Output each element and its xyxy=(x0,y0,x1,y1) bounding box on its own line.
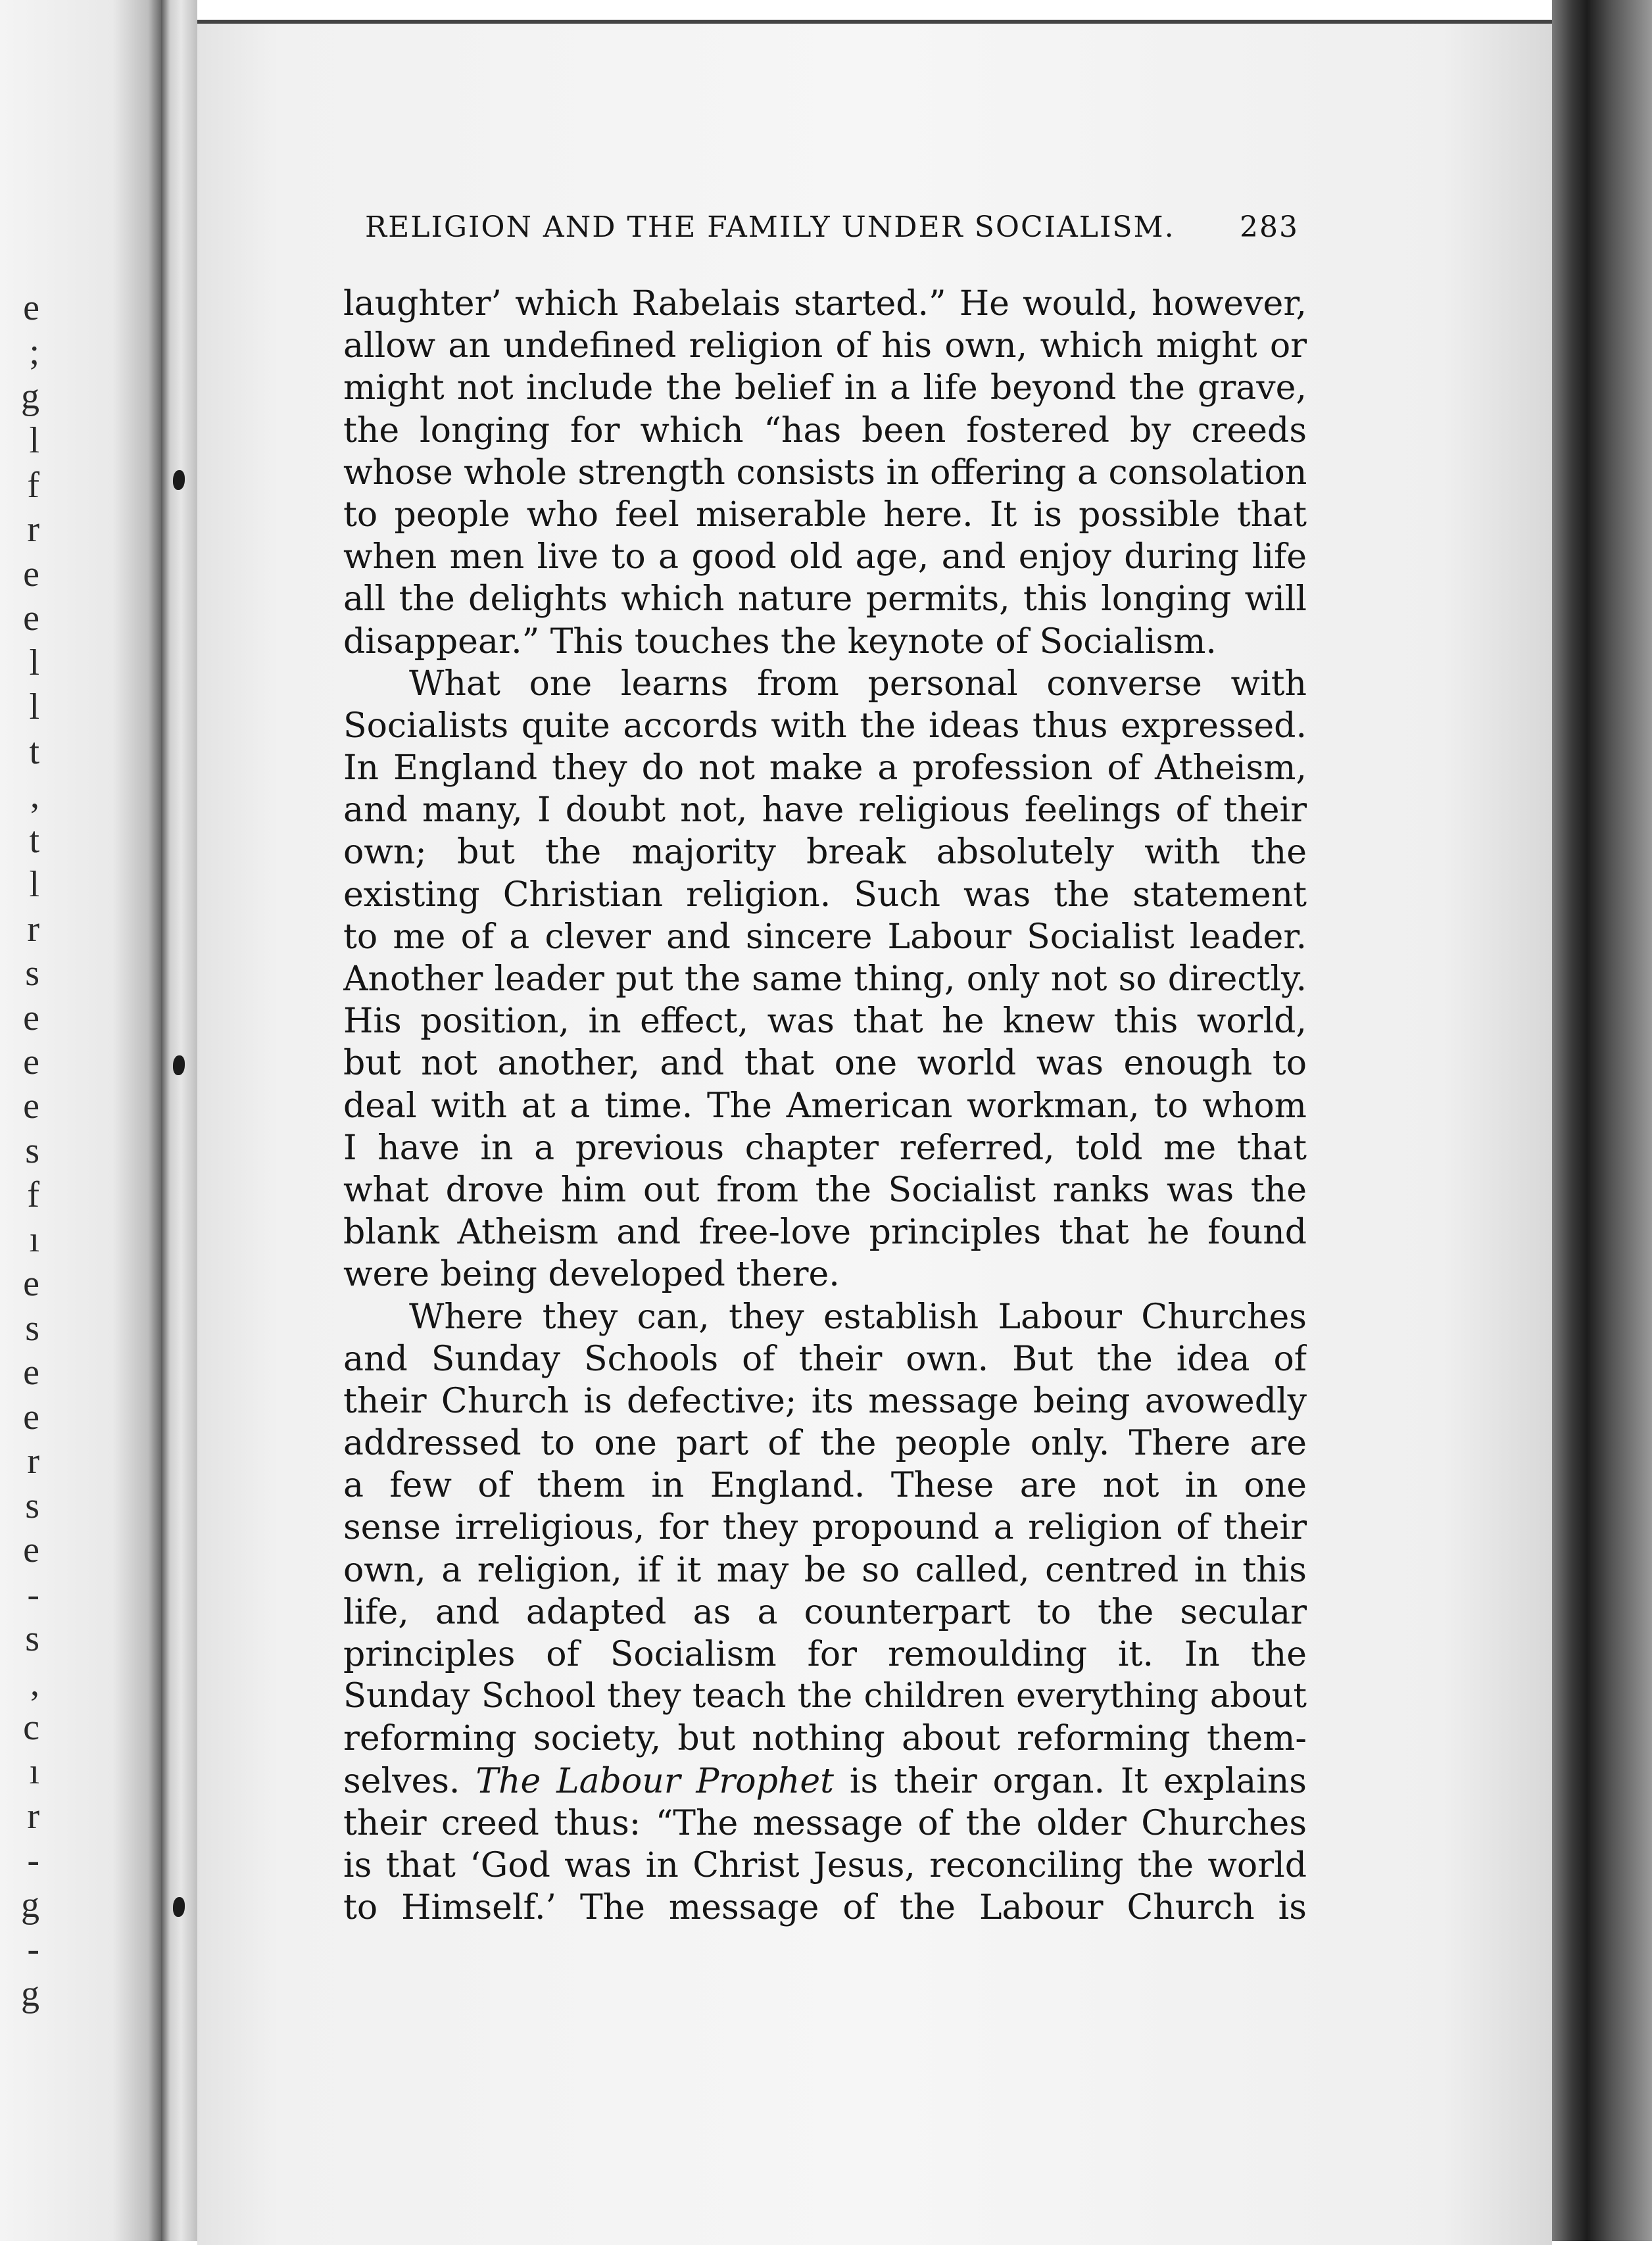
text-line: to people who feel miserable here. It is possible that xyxy=(343,495,1307,535)
left-page-char: r xyxy=(27,509,39,550)
text-line: own, a religion, if it may be so called, centred in this xyxy=(343,1550,1307,1590)
left-page-char: e xyxy=(23,1396,39,1437)
text-line: a few of them in England. These are not in one xyxy=(343,1466,1307,1506)
left-page-edge xyxy=(0,0,161,2241)
left-page-char: l xyxy=(29,687,39,728)
left-page-char: s xyxy=(25,1307,39,1349)
left-page-char: g xyxy=(21,1973,39,2014)
text-line: His position, in effect, was that he knew this world, xyxy=(343,1002,1307,1042)
left-page-char: s xyxy=(25,1485,39,1526)
text-line: Socialists quite accords with the ideas thus expressed. xyxy=(343,706,1307,746)
text-line: and Sunday Schools of their own. But the idea of xyxy=(343,1339,1307,1379)
left-page-char: s xyxy=(25,953,39,994)
left-page-cut-text xyxy=(0,289,39,2012)
text-line: their Church is defective; its message being avowedly xyxy=(343,1381,1307,1421)
text-line: might not include the belief in a life beyond the grave, xyxy=(343,368,1307,408)
left-page-char: e xyxy=(23,598,39,639)
text-line: principles of Socialism for remoulding it. In the xyxy=(343,1635,1307,1674)
text-line: were being developed there. xyxy=(343,1255,840,1295)
text-line: and many, I doubt not, have religious feelings of their xyxy=(343,790,1307,831)
left-page-char: ; xyxy=(29,331,39,373)
left-page-char: r xyxy=(27,908,39,950)
left-page-char: e xyxy=(23,1352,39,1393)
text-line: Sunday School they teach the children everything about xyxy=(343,1677,1307,1716)
text-line: Where they can, they establish Labour Churches xyxy=(409,1297,1307,1337)
binding-stitch-mark xyxy=(173,470,185,490)
binding-stitch-mark xyxy=(173,1897,185,1917)
text-line: what drove him out from the Socialist ranks was the xyxy=(343,1170,1307,1210)
text-line: Another leader put the same thing, only not so directly. xyxy=(343,959,1307,999)
text-line: addressed to one part of the people only. There are xyxy=(343,1424,1307,1464)
left-page-char: e xyxy=(23,997,39,1038)
book-gutter xyxy=(161,0,197,2241)
left-page-char: c xyxy=(23,1707,39,1748)
text-line: their creed thus: “The message of the older Churches xyxy=(343,1803,1307,1843)
text-line: existing Christian religion. Such was the statement xyxy=(343,875,1307,915)
page-number: 283 xyxy=(1240,210,1299,244)
left-page-char: , xyxy=(30,775,39,817)
text-line: to me of a clever and sincere Labour Socialist leader. xyxy=(343,917,1307,957)
text-run: is their organ. It explains xyxy=(834,1761,1307,1801)
left-page-char: ı xyxy=(29,1751,39,1793)
binding-stitch-mark xyxy=(173,1055,185,1075)
left-page-char: e xyxy=(23,1041,39,1082)
text-line: allow an undefined religion of his own, which might or xyxy=(343,326,1307,366)
left-page-char: e xyxy=(23,1263,39,1305)
left-page-char: l xyxy=(29,420,39,462)
left-page-char: - xyxy=(27,1574,39,1615)
left-page-char: ı xyxy=(29,1219,39,1260)
left-page-char: s xyxy=(25,1618,39,1660)
text-run: selves. xyxy=(343,1761,476,1801)
text-line: reforming society, but nothing about reforming them- xyxy=(343,1719,1307,1759)
left-page-char: e xyxy=(23,1530,39,1571)
left-page-char: g xyxy=(21,375,39,417)
right-page-edge xyxy=(1552,0,1652,2241)
left-page-char: g xyxy=(21,1884,39,1925)
left-page-char: l xyxy=(29,642,39,683)
left-page-char: r xyxy=(27,1441,39,1482)
left-page-char: e xyxy=(23,1086,39,1127)
left-page-char: - xyxy=(27,1929,39,1970)
text-line: the longing for which “has been fostered by creeds xyxy=(343,410,1307,450)
left-page-char: t xyxy=(29,731,39,772)
running-header-title: RELIGION AND THE FAMILY UNDER SOCIALISM. xyxy=(365,210,1175,244)
text-line: to Himself.’ The message of the Labour Church is xyxy=(343,1888,1307,1928)
left-page-char: s xyxy=(25,1130,39,1171)
left-page-char: , xyxy=(30,1662,39,1704)
text-line: I have in a previous chapter referred, told me that xyxy=(343,1128,1307,1168)
periodical-title: The Labour Prophet xyxy=(475,1761,835,1801)
text-line: whose whole strength consists in offering a consolation xyxy=(343,452,1307,493)
left-page-char: - xyxy=(27,1840,39,1881)
text-line: is that ‘God was in Christ Jesus, reconciling the world xyxy=(343,1845,1307,1885)
left-page-char: f xyxy=(27,464,39,506)
text-line: What one learns from personal converse with xyxy=(409,664,1307,704)
body-text xyxy=(343,283,1307,1929)
left-page-char: f xyxy=(27,1174,39,1216)
text-line: blank Atheism and free-love principles that he found xyxy=(343,1213,1307,1253)
text-line: life, and adapted as a counterpart to the secular xyxy=(343,1592,1307,1632)
text-line: all the delights which nature permits, this longing will xyxy=(343,579,1307,619)
left-page-char: e xyxy=(23,553,39,594)
text-line: but not another, and that one world was enough to xyxy=(343,1044,1307,1084)
left-page-char: l xyxy=(29,864,39,905)
left-page-char: e xyxy=(23,287,39,328)
text-line: when men live to a good old age, and enjoy during life xyxy=(343,537,1307,577)
text-line: In England they do not make a profession of Atheism, xyxy=(343,748,1307,788)
text-line: disappear.” This touches the keynote of Socialism. xyxy=(343,621,1217,662)
left-page-char: r xyxy=(27,1795,39,1837)
left-page-char: t xyxy=(29,819,39,861)
text-line: sense irreligious, for they propound a religion of their xyxy=(343,1508,1307,1548)
text-line xyxy=(343,1760,1307,1802)
running-header xyxy=(365,210,1299,244)
text-line: own; but the majority break absolutely with the xyxy=(343,833,1307,873)
text-line: laughter’ which Rabelais started.” He would, however, xyxy=(343,284,1307,324)
text-line: deal with at a time. The American workman, to whom xyxy=(343,1086,1307,1126)
